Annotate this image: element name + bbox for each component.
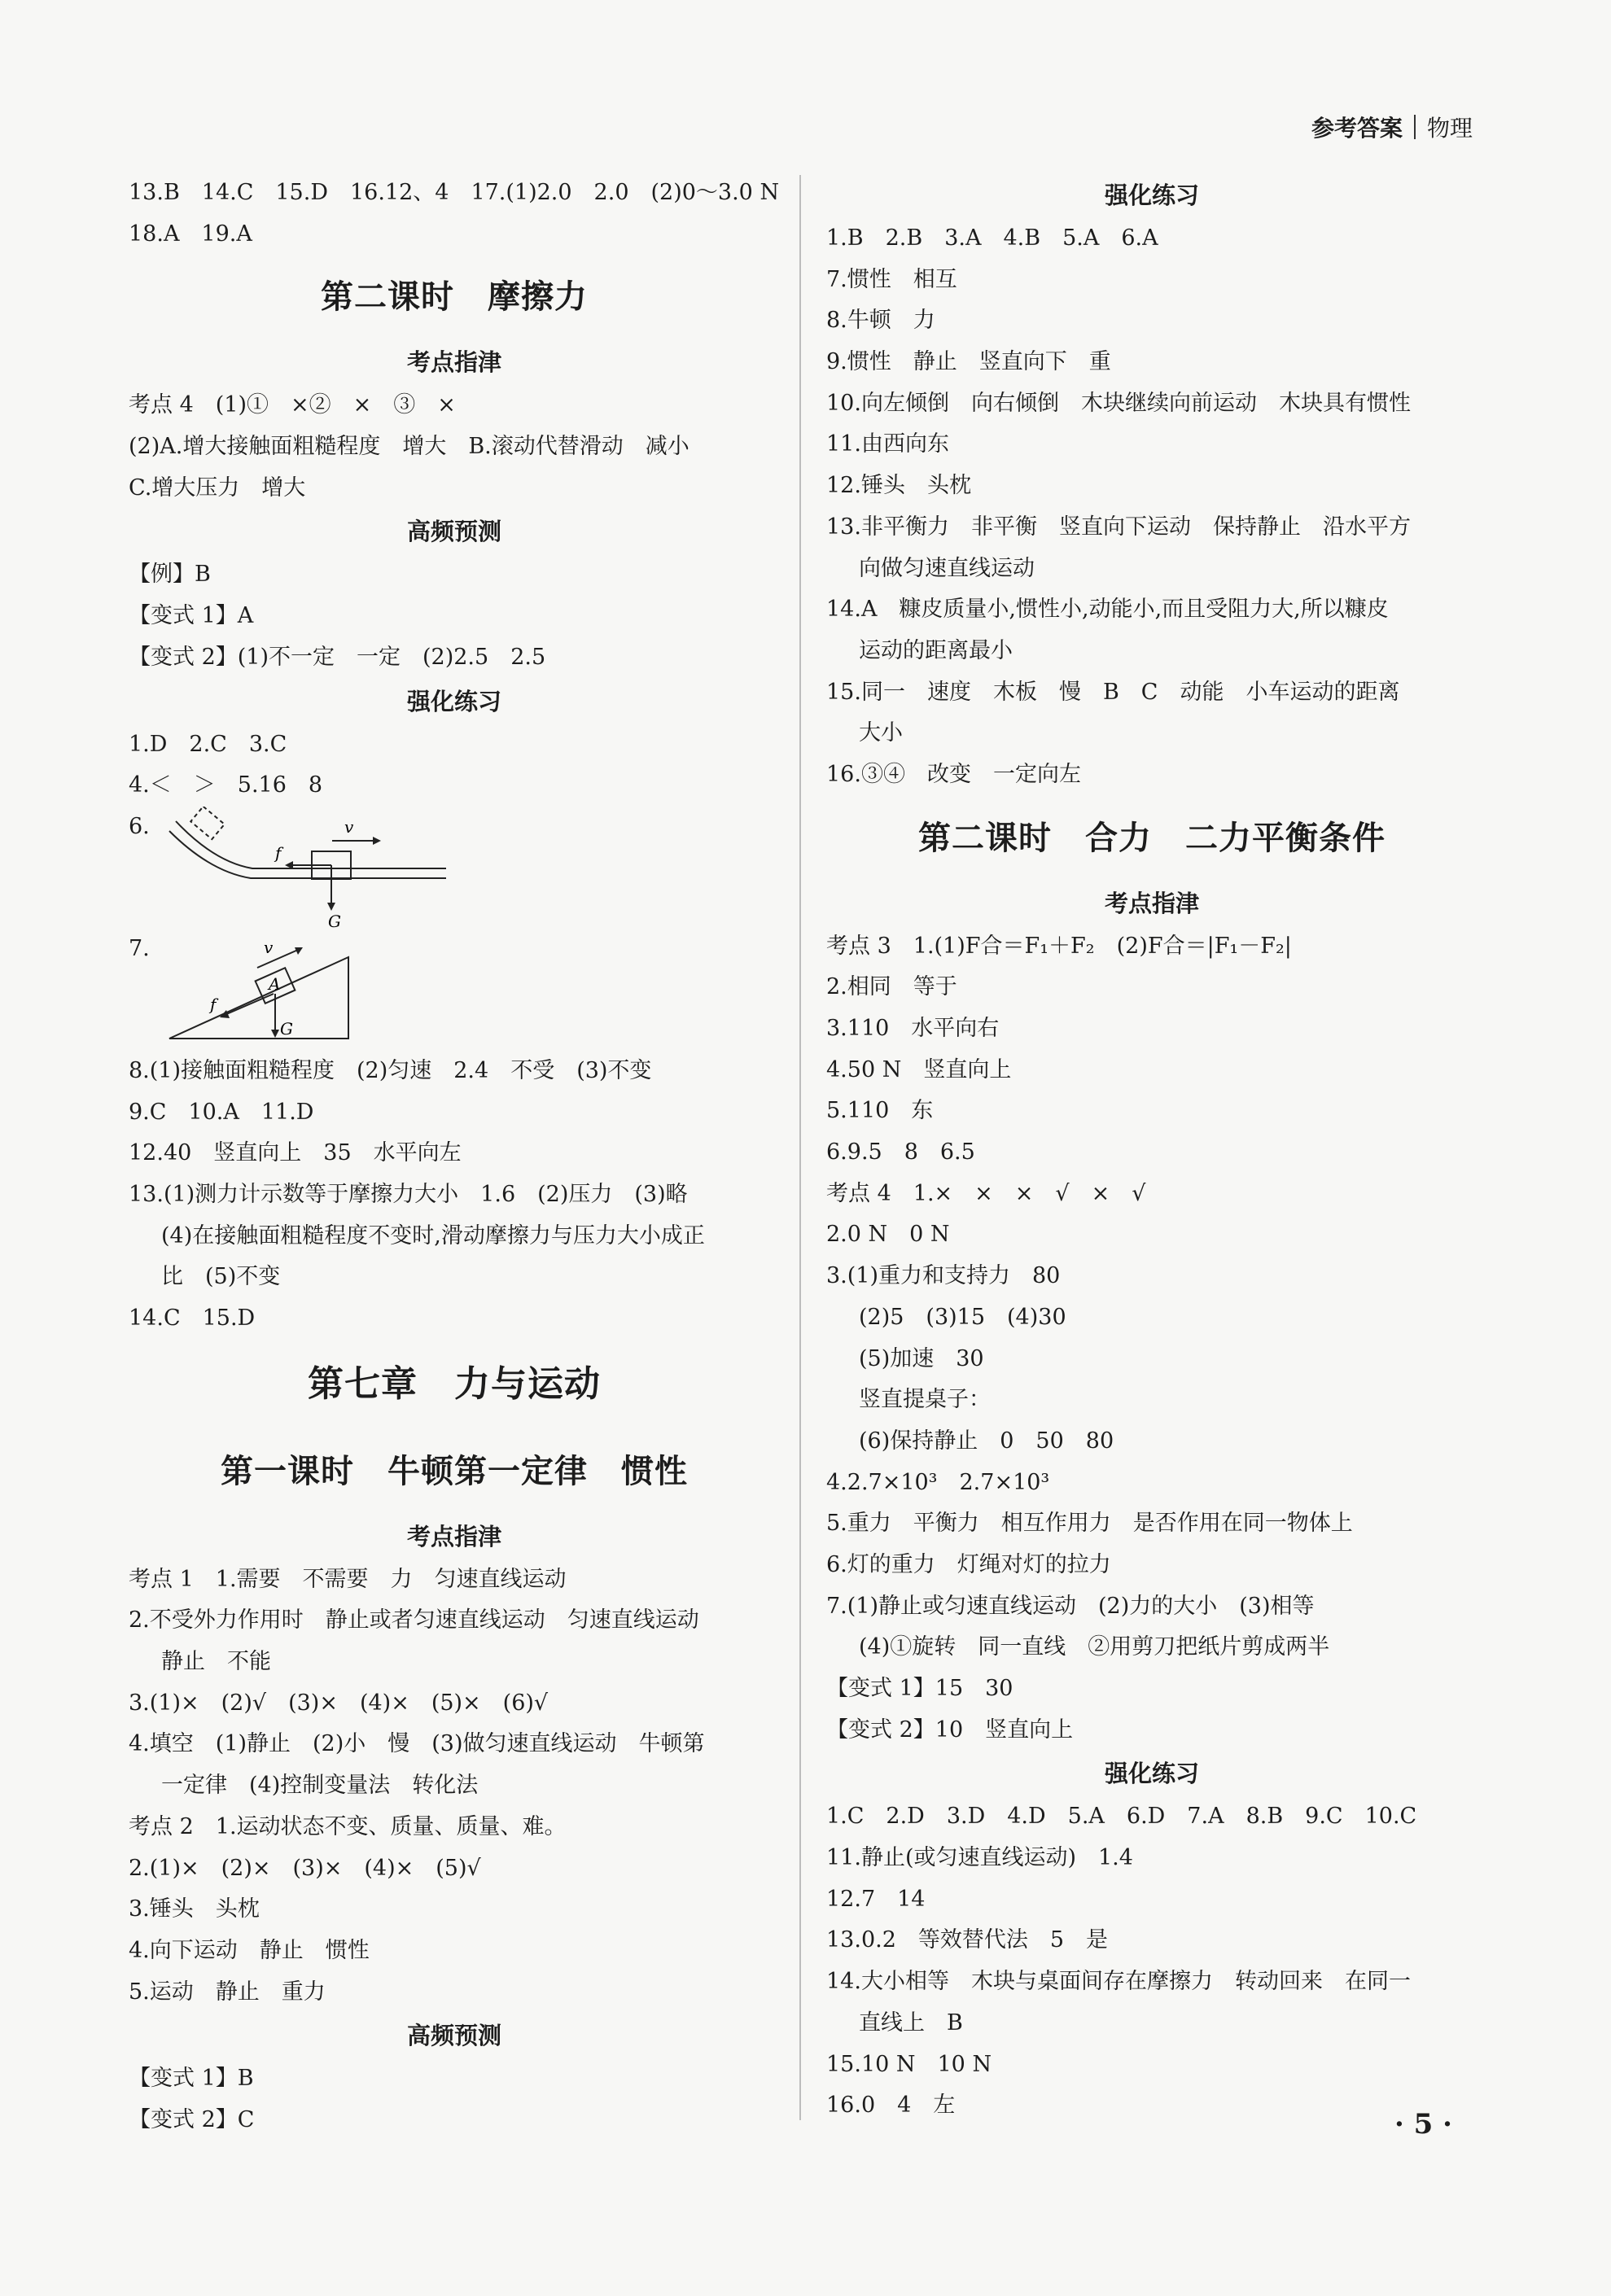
answer-line: 13.非平衡力 非平衡 竖直向下运动 保持静止 沿水平方 [826,514,1411,540]
label-g: G [280,1018,293,1039]
label-v: v [344,816,354,837]
right-column [826,173,1477,2127]
answer-line: 运动的距离最小 [859,637,1013,663]
answer-line: 5.110 东 [826,1098,934,1124]
answer-line: (4)①旋转 同一直线 ②用剪刀把纸片剪成两半 [859,1634,1330,1660]
answer-line: 16.③④ 改变 一定向左 [826,761,1081,787]
figure-number: 6. [129,813,150,839]
answer-line: C.增大压力 增大 [129,475,306,501]
section-title: 强化练习 [1104,1760,1199,1788]
answer-line: 2.不受外力作用时 静止或者匀速直线运动 匀速直线运动 [129,1607,699,1633]
answer-line: 12.40 竖直向上 35 水平向左 [129,1140,462,1166]
answer-line: (2)5 (3)15 (4)30 [859,1304,1066,1330]
answer-line: 4.＜ ＞ 5.16 8 [129,772,323,798]
section-title: 考点指津 [406,348,501,377]
answer-line: 大小 [859,720,903,746]
answer-line: 8.牛顿 力 [826,308,935,334]
answer-line: 3.110 水平向右 [826,1016,1000,1041]
answer-line: 6.灯的重力 灯绳对灯的拉力 [826,1551,1111,1577]
answer-line: 【变式 1】15 30 [826,1676,1013,1701]
answer-line: 15.10 N 10 N [826,2051,992,2077]
answer-line: 考点 3 1.(1)F合＝F₁＋F₂ (2)F合＝|F₁－F₂| [826,933,1292,959]
answer-line: (4)在接触面粗糙程度不变时,滑动摩擦力与压力大小成正 [161,1222,705,1249]
section-title: 高频预测 [406,518,501,546]
answer-line: 直线上 B [859,2010,963,2036]
answer-line: 4.2.7×10³ 2.7×10³ [826,1469,1050,1495]
lesson-title: 第二课时 合力 二力平衡条件 [918,819,1386,857]
section-title: 强化练习 [1104,181,1199,209]
header-subject: 物理 [1426,115,1473,142]
label-v: v [264,937,274,957]
answer-line: 14.A 糠皮质量小,惯性小,动能小,而且受阻力大,所以糠皮 [826,597,1389,623]
dashed-block [190,807,224,839]
answer-line: 5.运动 静止 重力 [129,1979,326,2005]
label-a: A [269,973,281,994]
answer-line: 16.0 4 左 [826,2093,956,2119]
answer-line: 2.0 N 0 N [826,1222,950,1248]
answer-line: 12.7 14 [826,1886,926,1912]
curved-track [169,831,446,878]
answer-line: 向做匀速直线运动 [859,555,1035,581]
answer-line: 9.惯性 静止 竖直向下 重 [826,349,1111,375]
answer-line: 【变式 1】B [129,2066,254,2092]
answer-line: 4.向下运动 静止 惯性 [129,1937,370,1963]
figure-number: 7. [129,935,150,961]
answer-line: 考点 4 1.× × × √ × √ [826,1180,1146,1206]
answer-line: 1.B 2.B 3.A 4.B 5.A 6.A [826,225,1158,251]
answer-line: 3.锤头 头枕 [129,1896,260,1922]
answer-line: 8.(1)接触面粗糙程度 (2)匀速 2.4 不受 (3)不变 [129,1057,652,1083]
answer-line: 18.A 19.A [129,221,252,247]
answer-line: 比 (5)不变 [161,1264,281,1290]
answer-line: 考点 4 (1)① ×② × ③ × [129,392,456,418]
page-number: · 5 · [1394,2108,1452,2141]
answer-line: 13.0.2 等效替代法 5 是 [826,1927,1109,1953]
label-f: f [275,842,282,863]
answer-line: 9.C 10.A 11.D [129,1099,314,1125]
answer-line: 1.D 2.C 3.C [129,731,287,757]
page-header [1311,111,1473,143]
answer-line: 【变式 1】A [129,603,254,629]
answer-line: 一定律 (4)控制变量法 转化法 [161,1773,479,1799]
answer-line: 11.由西向东 [826,431,949,457]
header-separator [1414,115,1416,139]
answer-line: 考点 1 1.需要 不需要 力 匀速直线运动 [129,1566,567,1592]
answer-line: 5.重力 平衡力 相互作用力 是否作用在同一物体上 [826,1511,1353,1537]
answer-line: 7.(1)静止或匀速直线运动 (2)力的大小 (3)相等 [826,1593,1315,1619]
section-title: 高频预测 [406,2022,501,2050]
answer-line: (6)保持静止 0 50 80 [859,1428,1114,1454]
chapter-title: 第七章 力与运动 [308,1362,601,1405]
answer-line: 【变式 2】(1)不一定 一定 (2)2.5 2.5 [129,644,546,670]
lesson-title: 第一课时 牛顿第一定律 惯性 [221,1452,688,1490]
answer-line: (2)A.增大接触面粗糙程度 增大 B.滚动代替滑动 减小 [129,434,689,460]
answer-line: 静止 不能 [161,1649,271,1675]
column-divider [799,175,801,2120]
left-column [129,173,780,2141]
answer-line: 15.同一 速度 木板 慢 B C 动能 小车运动的距离 [826,679,1400,705]
answer-line: 1.C 2.D 3.D 4.D 5.A 6.D 7.A 8.B 9.C 10.C [826,1804,1417,1830]
figure-6 [129,807,780,929]
incline [169,957,348,1039]
friction-arrow [225,994,274,1015]
answer-line: 2.相同 等于 [826,974,957,1000]
label-g: G [328,911,341,929]
answer-line: 3.(1)× (2)√ (3)× (4)× (5)× (6)√ [129,1690,549,1716]
answer-line: 13.(1)测力计示数等于摩擦力大小 1.6 (2)压力 (3)略 [129,1181,688,1207]
answer-line: 14.大小相等 木块与桌面间存在摩擦力 转动回来 在同一 [826,1969,1411,1995]
section-title: 强化练习 [406,687,501,715]
answer-line: 12.锤头 头枕 [826,473,971,499]
answer-line: 7.惯性 相互 [826,266,957,292]
answer-line: 10.向左倾倒 向右倾倒 木块继续向前运动 木块具有惯性 [826,390,1411,416]
answer-line: 【变式 2】C [129,2106,255,2132]
label-f: f [210,994,217,1014]
section-title: 考点指津 [406,1522,501,1550]
incline-diagram [161,929,454,1051]
answer-line: (5)加速 30 [859,1345,984,1371]
answer-line: 11.静止(或匀速直线运动) 1.4 [826,1845,1133,1871]
answer-line: 4.填空 (1)静止 (2)小 慢 (3)做匀速直线运动 牛顿第 [129,1731,705,1757]
header-title: 参考答案 [1311,115,1403,142]
answer-line: 【变式 2】10 竖直向上 [826,1717,1074,1743]
answer-line: 竖直提桌子： [859,1387,991,1413]
answer-line: 3.(1)重力和支持力 80 [826,1263,1061,1289]
section-title: 考点指津 [1104,889,1199,917]
answer-line: 【例】B [129,562,211,588]
answer-line: 2.(1)× (2)× (3)× (4)× (5)√ [129,1855,481,1881]
answer-line: 考点 2 1.运动状态不变、质量、质量、难。 [129,1813,567,1839]
figure-7 [129,929,780,1051]
lesson-title: 第二课时 摩擦力 [321,278,588,317]
answer-line: 6.9.5 8 6.5 [826,1139,975,1165]
ramp-diagram [161,807,454,929]
answer-line: 13.B 14.C 15.D 16.12、4 17.(1)2.0 2.0 (2)0～3.0 N [129,180,780,205]
answer-line: 14.C 15.D [129,1305,256,1331]
answer-line: 4.50 N 竖直向上 [826,1056,1012,1082]
